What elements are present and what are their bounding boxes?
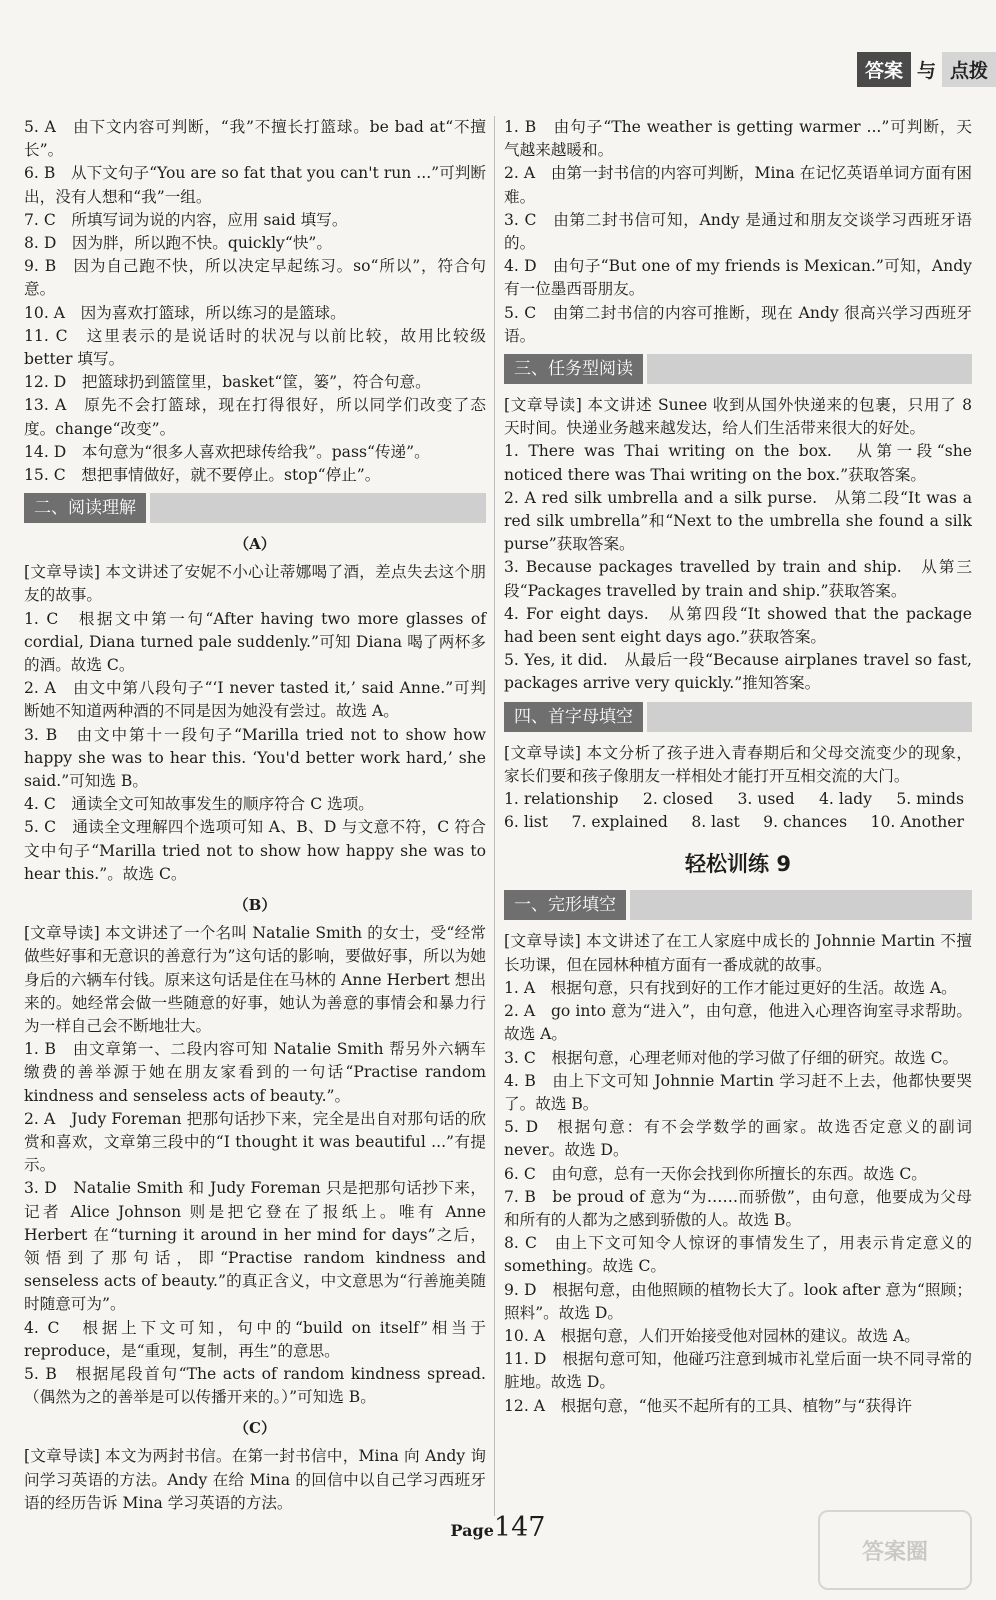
answer-item: 3. C 根据句意，心理老师对他的学习做了仔细的研究。故选 C。 xyxy=(504,1048,959,1067)
page-number-value: 147 xyxy=(493,1512,546,1543)
answer-item: 3. Because packages travelled by train and ship. 从第三段“Packages travelled by train and ship.”获取答案。 xyxy=(504,558,972,600)
answer-item: 4. For eight days. 从第四段“It showed that the package had been sent eight days ago.”获取答案。 xyxy=(504,604,972,647)
section-title: 三、任务型阅读 xyxy=(504,354,643,384)
answer-word: 5. minds xyxy=(896,790,964,809)
section-header-initial-letter xyxy=(504,702,972,732)
section-title: 四、首字母填空 xyxy=(504,702,643,732)
answer-word: 8. last xyxy=(691,813,740,832)
answer-item: 10. A 根据句意，人们开始接受他对园林的建议。故选 A。 xyxy=(504,1326,920,1345)
answer-item: 3. B 由文中第十一段句子“Marilla tried not to show how happy she was to hear this. ‘You'd better work hard,’ she said.”可知选 B。 xyxy=(24,725,486,791)
answer-item: 2. A 由文中第八段句子“‘I never tasted it,’ said Anne.”可判断她不知道两种酒的不同是因为她没有尝过。故选 A。 xyxy=(24,679,486,721)
answer-item: 15. C 想把事情做好，就不要停止。stop“停止”。 xyxy=(24,466,381,485)
article-guide: [文章导读] 本文讲述了一个名叫 Natalie Smith 的女士，受“经常做些好事和无意识的善意行为”这句话的影响，要做好事，所以为她身后的六辆车付钱。原来这句话是住在马林的 Anne Herbert 想出来的。她经常会做一些随意的好事，她认为善意的事情会和暴力行为一样自己会不断地壮大。 xyxy=(24,924,486,1035)
article-guide: [文章导读] 本文讲述了在工人家庭中成长的 Johnnie Martin 不擅长功课，但在园林种植方面有一番成就的故事。 xyxy=(504,932,972,974)
answer-item: 2. A Judy Foreman 把那句话抄下来，完全是出自对那句话的欣赏和喜欢，文章第三段中的“I thought it was beautiful ...”有提示。 xyxy=(24,1109,486,1175)
watermark-logo xyxy=(818,1510,972,1590)
section-title: 二、阅读理解 xyxy=(24,493,146,523)
right-column xyxy=(504,116,972,1418)
answer-item: 12. A 根据句意，“他买不起所有的工具、植物”与“获得许 xyxy=(504,1396,912,1415)
answer-item: 1. There was Thai writing on the box. 从第一段“she noticed there was Thai writing on the box.”获取答案。 xyxy=(504,442,972,484)
passage-label-b: （B） xyxy=(233,896,277,915)
answer-item: 4. B 由上下文可知 Johnnie Martin 学习赶不上去，他都快要哭了。故选 B。 xyxy=(504,1071,972,1113)
answer-item: 4. C 根据上下文可知，句中的“build on itself”相当于 reproduce，是“重现，复制，再生”的意思。 xyxy=(24,1318,486,1360)
answer-item: 5. D 根据句意：有不会学数学的画家。故选否定意义的副词 never。故选 D。 xyxy=(504,1118,972,1160)
article-guide: [文章导读] 本文为两封书信。在第一封书信中，Mina 向 Andy 询问学习英语的方法。Andy 在给 Mina 的回信中以自己学习西班牙语的经历告诉 Mina 学习英语的方法。 xyxy=(24,1447,486,1512)
answer-item: 6. B 从下文句子“You are so fat that you can't run ...”可判断出，没有人想和“我”一组。 xyxy=(24,164,486,206)
answer-item: 9. D 根据句意，由他照顾的植物长大了。look after 意为“照顾；照料”。故选 D。 xyxy=(504,1280,972,1322)
answer-item: 1. B 由文章第一、二段内容可知 Natalie Smith 帮另外六辆车缴费的善举源于她在朋友家看到的一句话“Practise random kindness and senseless acts of beauty.”。 xyxy=(24,1040,486,1105)
answer-item: 2. A 由第一封书信的内容可判断，Mina 在记忆英语单词方面有困难。 xyxy=(504,164,972,206)
answer-item: 2. A go into 意为“进入”，由句意，他进入心理咨询室寻求帮助。故选 A。 xyxy=(504,1002,972,1044)
answer-item: 3. D Natalie Smith 和 Judy Foreman 只是把那句话抄下来，记者 Alice Johnson 则是把它登在了报纸上。唯有 Anne Herbert 在“turning it around in her mind for days”之后，领悟到了那句话，即“Practise random kindness and senseless acts of beauty.”的真正含义，中文意思为“行善施美随时随意可为”。 xyxy=(24,1179,486,1314)
answer-item: 1. A 根据句意，只有找到好的工作才能过更好的生活。故选 A。 xyxy=(504,978,957,997)
answer-word: 4. lady xyxy=(819,790,872,809)
answer-item: 5. A 由下文内容可判断，“我”不擅长打篮球。be bad at“不擅长”。 xyxy=(24,118,486,160)
answer-word: 6. list xyxy=(504,813,549,832)
answer-item: 5. Yes, it did. 从最后一段“Because airplanes travel so fast, packages arrive very quickly.”推知答案。 xyxy=(504,651,972,693)
answer-item: 5. C 通读全文理解四个选项可知 A、B、D 与文意不符，C 符合文中句子“Marilla tried not to show how happy she was to hear this.”。故选 C。 xyxy=(24,818,486,883)
answer-word: 3. used xyxy=(737,790,795,809)
answer-item: 10. A 因为喜欢打篮球，所以练习的是篮球。 xyxy=(24,303,346,322)
answer-item: 5. C 由第二封书信的内容可推断，现在 Andy 很高兴学习西班牙语。 xyxy=(504,303,972,345)
answer-item: 12. D 把篮球扔到篮筐里，basket“筐，篓”，符合句意。 xyxy=(24,373,431,392)
article-guide: [文章导读] 本文分析了孩子进入青春期后和父母交流变少的现象，家长们要和孩子像朋友一样相处才能打开互相交流的大门。 xyxy=(504,743,972,785)
column-divider xyxy=(494,116,495,1516)
passage-label-c: （C） xyxy=(234,1419,276,1438)
header-tips-label: 点拨 xyxy=(942,52,996,87)
answer-word: 2. closed xyxy=(642,790,714,809)
section-bar xyxy=(146,493,486,523)
article-guide: [文章导读] 本文讲述了安妮不小心让蒂娜喝了酒，差点失去这个朋友的故事。 xyxy=(24,563,486,605)
answer-item: 2. A red silk umbrella and a silk purse. 从第二段“It was a red silk umbrella”和“Next to the umbrella she found a silk purse”获取答案。 xyxy=(504,488,972,554)
passage-label-a: （A） xyxy=(234,535,276,554)
answer-item: 4. C 通读全文可知故事发生的顺序符合 C 选项。 xyxy=(24,795,374,814)
answer-row xyxy=(504,788,972,811)
answer-item: 5. B 根据尾段首句“The acts of random kindness spread.（偶然为之的善举是可以传播开来的。）”可知选 B。 xyxy=(24,1364,486,1407)
answer-item: 7. B be proud of 意为“为……而骄傲”，由句意，他要成为父母和所有的人都为之感到骄傲的人。故选 B。 xyxy=(504,1187,972,1229)
section-bar xyxy=(643,702,972,732)
watermark-text: 答案圈 xyxy=(861,1539,928,1565)
section-header-task-reading xyxy=(504,354,972,384)
answer-word: 7. explained xyxy=(571,813,668,832)
section-bar xyxy=(643,354,972,384)
section-bar xyxy=(626,890,972,920)
page-label: Page xyxy=(450,1521,494,1540)
answer-item: 6. C 由句意，总有一天你会找到你所擅长的东西。故选 C。 xyxy=(504,1164,927,1183)
section-header-cloze xyxy=(504,890,972,920)
answer-tips-header xyxy=(857,52,996,87)
answer-item: 8. C 由上下文可知令人惊讶的事情发生了，用表示肯定意义的 something。故选 C。 xyxy=(504,1234,972,1276)
header-and-label: 与 xyxy=(916,60,936,82)
article-guide: [文章导读] 本文讲述 Sunee 收到从国外快递来的包裹，只用了 8 天时间。快递业务越来越发达，给人们生活带来很大的好处。 xyxy=(504,396,972,438)
answer-item: 8. D 因为胖，所以跑不快。quickly“快”。 xyxy=(24,234,332,253)
answer-item: 1. B 由句子“The weather is getting warmer ...”可判断，天气越来越暖和。 xyxy=(504,118,972,160)
answer-item: 9. B 因为自己跑不快，所以决定早起练习。so“所以”，符合句意。 xyxy=(24,257,486,299)
answer-item: 13. A 原先不会打篮球，现在打得很好，所以同学们改变了态度。change“改变”。 xyxy=(24,396,486,438)
section-title: 一、完形填空 xyxy=(504,890,626,920)
answer-word: 9. chances xyxy=(763,813,848,832)
answer-row xyxy=(504,811,972,834)
answer-item: 1. C 根据文中第一句“After having two more glasses of cordial, Diana turned pale suddenly.”可知 Diana 喝了两杯多的酒。故选 C。 xyxy=(24,609,486,675)
training-title: 轻松训练 9 xyxy=(685,852,791,877)
answer-word: 1. relationship xyxy=(504,790,619,809)
answer-item: 11. D 根据句意可知，他碰巧注意到城市礼堂后面一块不同寻常的脏地。故选 D。 xyxy=(504,1350,972,1392)
answer-item: 3. C 由第二封书信可知，Andy 是通过和朋友交谈学习西班牙语的。 xyxy=(504,210,972,253)
answer-item: 4. D 由句子“But one of my friends is Mexican.”可知，Andy 有一位墨西哥朋友。 xyxy=(504,257,972,299)
left-column xyxy=(24,116,486,1515)
header-answer-label: 答案 xyxy=(857,52,911,87)
answer-item: 7. C 所填写词为说的内容，应用 said 填写。 xyxy=(24,210,348,229)
answer-item: 14. D 本句意为“很多人喜欢把球传给我”。pass“传递”。 xyxy=(24,442,430,461)
section-header-reading xyxy=(24,493,486,523)
answer-word: 10. Another xyxy=(870,813,964,832)
answer-item: 11. C 这里表示的是说话时的状况与以前比较，故用比较级 better 填写。 xyxy=(24,326,486,369)
